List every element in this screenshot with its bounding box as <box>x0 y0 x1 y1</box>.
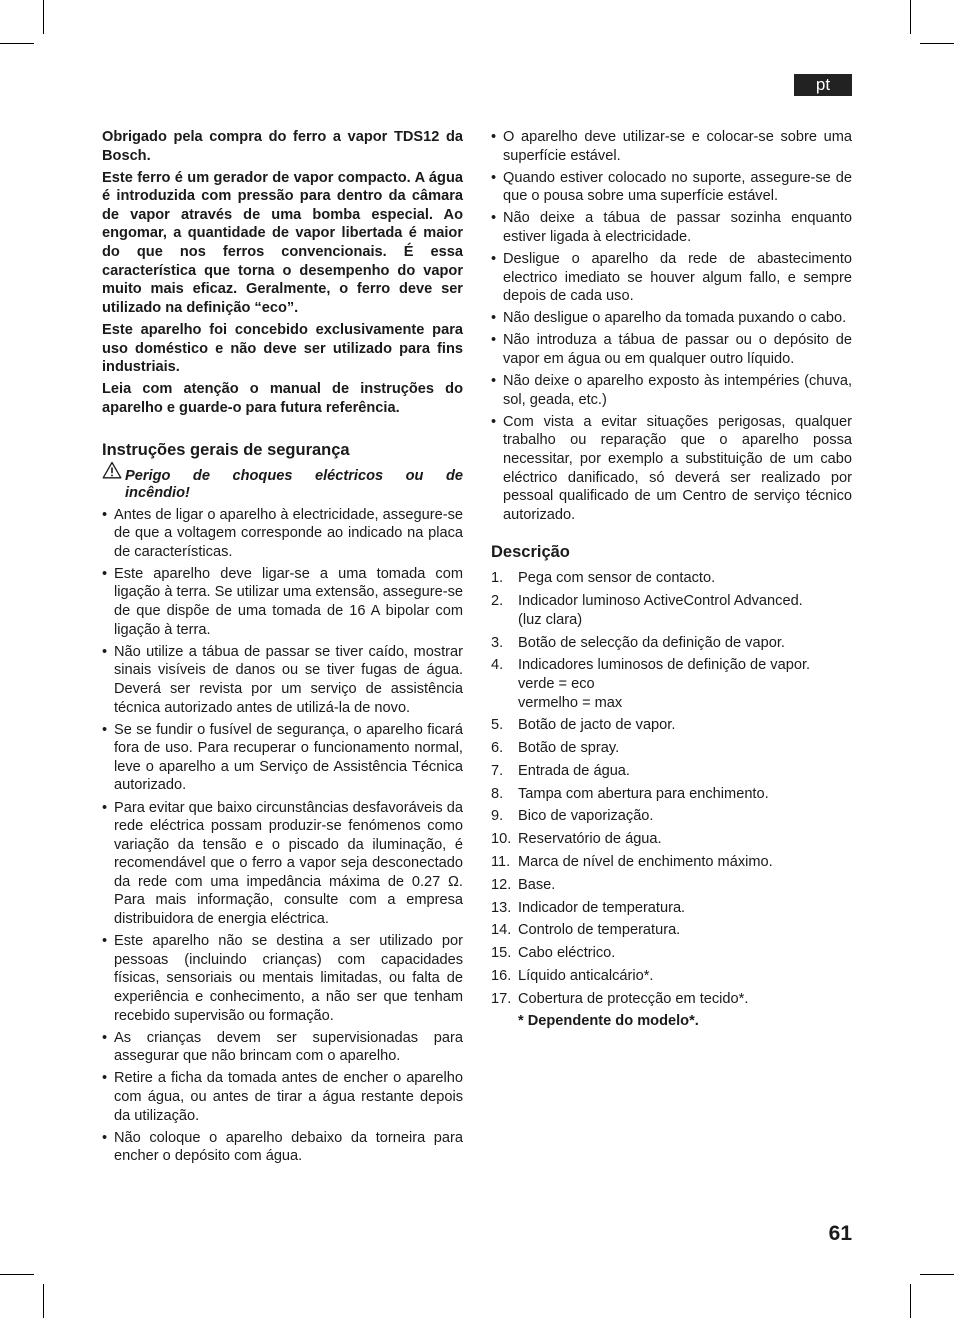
right-column <box>491 128 852 1031</box>
list-item: • O aparelho deve utilizar-se e colocar-se sobre uma superfície estável. <box>491 128 852 165</box>
list-item: 4. Indicadores luminosos de definição de vapor. verde = eco vermelho = max <box>491 657 811 711</box>
list-item: • Não introduza a tábua de passar ou o depósito de vapor em água ou em qualquer outro líquido. <box>491 331 852 368</box>
list-item: 9. Bico de vaporização. <box>491 808 654 825</box>
list-item: • Quando estiver colocado no suporte, assegure-se de que o pousa sobre uma superfície estável. <box>491 169 852 206</box>
model-note: * Dependente do modelo*. <box>518 1013 699 1030</box>
list-item: 12. Base. <box>491 876 556 893</box>
list-item: 3. Botão de selecção da definição de vapor. <box>491 634 785 651</box>
warning-text-line2: incêndio! <box>125 485 190 501</box>
list-item: 8. Tampa com abertura para enchimento. <box>491 785 769 802</box>
list-item: • Este aparelho não se destina a ser utilizado por pessoas (incluindo crianças) com capacidades físicas, sensoriais ou mentais limitadas, ou falta de experiência e conhecimento, a não ser que tenham recebido supervisão ou formação. <box>102 932 463 1025</box>
crop-mark <box>0 1274 34 1275</box>
crop-mark <box>920 1274 954 1275</box>
warning-triangle-icon <box>102 461 122 479</box>
list-item: 16. Líquido anticalcário*. <box>491 967 654 984</box>
list-item: • Não utilize a tábua de passar se tiver caído, mostrar sinais visíveis de danos ou se tiver fugas de água. Deverá ser revista por um serviço de assistência técnica autorizado antes de utilizá-la de novo. <box>102 643 463 717</box>
list-item: • Não deixe o aparelho exposto às intempéries (chuva, sol, geada, etc.) <box>491 372 852 409</box>
list-item: • Este aparelho deve ligar-se a uma tomada com ligação à terra. Se utilizar uma extensão, assegure-se de que dispõe de uma tomada de 16 A bipolar com ligação à terra. <box>102 565 463 639</box>
list-item: • Retire a ficha da tomada antes de encher o aparelho com água, ou antes de tirar a água restante depois da utilização. <box>102 1069 463 1125</box>
intro-paragraph: Obrigado pela compra do ferro a vapor TDS12 da Bosch. <box>102 129 463 164</box>
left-column <box>102 128 463 1169</box>
language-tab: pt <box>794 74 852 96</box>
intro-paragraph: Este ferro é um gerador de vapor compacto. A água é introduzida com pressão para dentro da câmara de vapor através de uma bomba especial. Ao engomar, a quantidade de vapor libertada é maior do que nos ferros convencionais. É essa característica que torna o desempenho do vapor muito mais eficaz. Geralmente, o ferro deve ser utilizado na definição “eco”. <box>102 169 463 316</box>
crop-mark <box>43 1284 44 1318</box>
list-item: • Não desligue o aparelho da tomada puxando o cabo. <box>491 309 852 328</box>
list-item: 13. Indicador de temperatura. <box>491 899 686 916</box>
safety-list-right <box>491 128 852 524</box>
intro-section <box>102 128 463 417</box>
safety-heading: Instruções gerais de segurança <box>102 441 350 460</box>
list-item: 15. Cabo eléctrico. <box>491 945 616 962</box>
list-item: 14. Controlo de temperatura. <box>491 922 681 939</box>
list-item: • Desligue o aparelho da rede de abastecimento electrico imediato se houver algum fallo, e sempre depois de cada uso. <box>491 250 852 306</box>
crop-mark <box>920 43 954 44</box>
intro-paragraph: Este aparelho foi concebido exclusivamente para uso doméstico e não deve ser utilizado para fins industriais. <box>102 321 463 376</box>
crop-mark <box>910 1284 911 1318</box>
list-item: 2. Indicador luminoso ActiveControl Advanced. (luz clara) <box>491 593 803 628</box>
list-item: 10. Reservatório de água. <box>491 831 662 848</box>
crop-mark <box>0 43 34 44</box>
list-item: • Não deixe a tábua de passar sozinha enquanto estiver ligada à electricidade. <box>491 209 852 246</box>
list-item: 7. Entrada de água. <box>491 762 630 779</box>
list-item: 11. Marca de nível de enchimento máximo. <box>491 853 773 870</box>
page-number: 61 <box>828 1222 852 1245</box>
intro-paragraph: Leia com atenção o manual de instruções do aparelho e guarde-o para futura referência. <box>102 381 463 416</box>
crop-mark <box>43 0 44 34</box>
safety-list-left <box>102 506 463 1166</box>
list-item: 6. Botão de spray. <box>491 740 620 757</box>
list-item: 17. Cobertura de protecção em tecido*. <box>491 990 749 1007</box>
list-item: • Para evitar que baixo circunstâncias desfavoráveis da rede eléctrica possam produzir-se fenómenos como variação da tensão e o piscado da iluminação, é recomendável que o ferro a vapor seja desconectado da rede com uma impedância máxima de 0.27 Ω. Para mais informação, consulte com a empresa distribuidora de energia eléctrica. <box>102 799 463 929</box>
warning-text-line1: Perigo de choques eléctricos ou de <box>125 468 463 485</box>
list-item: 1. Pega com sensor de contacto. <box>491 570 716 587</box>
list-item: • Se se fundir o fusível de segurança, o aparelho ficará fora de uso. Para recuperar o funcionamento normal, leve o aparelho a um Serviço de Assistência Técnica autorizado. <box>102 721 463 795</box>
list-item: 5. Botão de jacto de vapor. <box>491 717 676 734</box>
list-item: • As crianças devem ser supervisionadas para assegurar que não brincam com o aparelho. <box>102 1029 463 1066</box>
list-item: • Não coloque o aparelho debaixo da torneira para encher o depósito com água. <box>102 1129 463 1166</box>
list-item: • Antes de ligar o aparelho à electricidade, assegure-se de que a voltagem corresponde ao indicado na placa de características. <box>102 506 463 562</box>
crop-mark <box>910 0 911 34</box>
list-item: • Com vista a evitar situações perigosas, qualquer trabalho ou reparação que o aparelho possa necessitar, por exemplo a substituição de um cabo eléctrico danificado, só deverá ser realizado por pessoal qualificado de um Centro de serviço técnico autorizado. <box>491 413 852 525</box>
description-heading: Descrição <box>491 543 570 562</box>
description-list <box>491 569 852 1008</box>
